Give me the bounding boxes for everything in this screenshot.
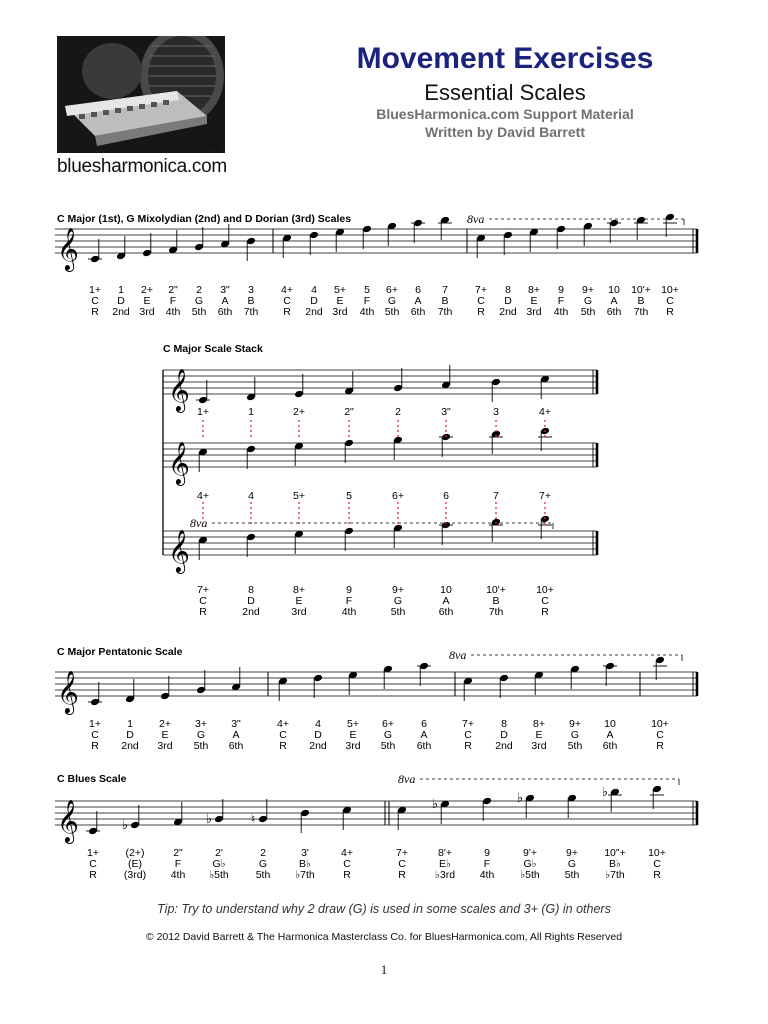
octave-mark: 8va xyxy=(449,648,467,662)
logo-text: bluesharmonica.com xyxy=(57,156,227,177)
major-modes-degree-label: R xyxy=(666,306,674,318)
major-modes-degree-label: R xyxy=(283,306,291,318)
blues-note-name: F xyxy=(174,858,182,870)
stack-hole-label: 1+ xyxy=(197,406,209,418)
stack-hole-label: 4+ xyxy=(197,490,209,502)
pentatonic-note-name: A xyxy=(420,729,428,741)
major-modes-degree-label: 5th xyxy=(384,306,400,318)
major-modes-note-name: E xyxy=(143,295,151,307)
major-modes-degree-label: 4th xyxy=(553,306,569,318)
stack-hole-label: 10+ xyxy=(536,584,554,596)
blues-degree-label: ♭7th xyxy=(295,869,315,881)
octave-mark: 8va xyxy=(398,772,416,786)
stack-hole-label: 2+ xyxy=(293,406,305,418)
pentatonic-hole-label: 2+ xyxy=(159,718,171,730)
major-modes-hole-label: 10+ xyxy=(661,284,679,296)
octave-mark: 8va xyxy=(467,212,485,226)
major-modes-note-name: D xyxy=(504,295,512,307)
flat-icon: ♭ xyxy=(121,818,129,833)
blues-hole-label: 3' xyxy=(301,847,309,859)
page-subtitle: Essential Scales xyxy=(424,80,586,105)
blues-note-name: G xyxy=(258,858,268,870)
blues-hole-label: 2" xyxy=(173,847,183,859)
page-title: Movement Exercises xyxy=(356,42,654,75)
staff-blues xyxy=(55,801,697,825)
pentatonic-degree-label: 3rd xyxy=(157,740,173,752)
pentatonic-hole-label: 6+ xyxy=(382,718,394,730)
major-modes-degree-label: 5th xyxy=(580,306,596,318)
stack-note-name: D xyxy=(247,595,255,607)
major-modes-degree-label: 5th xyxy=(191,306,207,318)
major-modes-hole-label: 7 xyxy=(442,284,448,296)
pentatonic-note-name: G xyxy=(570,729,580,741)
section-title-blues: C Blues Scale xyxy=(57,773,127,785)
major-modes-degree-label: 2nd xyxy=(499,306,517,318)
major-modes-degree-label: 7th xyxy=(437,306,453,318)
stack-hole-label: 2 xyxy=(395,406,401,418)
major-modes-note-name: G xyxy=(583,295,593,307)
treble-clef-icon: 𝄞 xyxy=(57,799,79,842)
major-modes-degree-label: 6th xyxy=(410,306,426,318)
pentatonic-hole-label: 4+ xyxy=(277,718,289,730)
pentatonic-hole-label: 3+ xyxy=(195,718,207,730)
blues-hole-label: 4+ xyxy=(341,847,353,859)
stack-degree-label: R xyxy=(541,606,549,618)
stack-degree-label: R xyxy=(199,606,207,618)
blues-hole-label: 8'+ xyxy=(438,847,452,859)
octave-mark: 8va xyxy=(190,516,208,530)
treble-clef-icon: 𝄞 xyxy=(57,670,79,713)
blues-hole-label: 9 xyxy=(484,847,490,859)
stack-note-name: F xyxy=(345,595,353,607)
blues-degree-label: 5th xyxy=(564,869,580,881)
pentatonic-note-name: C xyxy=(91,729,99,741)
major-modes-hole-label: 6+ xyxy=(386,284,398,296)
major-modes-hole-label: 4 xyxy=(311,284,317,296)
blues-degree-label: ♭5th xyxy=(209,869,229,881)
major-modes-hole-label: 9 xyxy=(558,284,564,296)
major-modes-hole-label: 8 xyxy=(505,284,511,296)
pentatonic-hole-label: 1+ xyxy=(89,718,101,730)
stack-hole-label: 10'+ xyxy=(486,584,506,596)
stack-hole-label: 7+ xyxy=(539,490,551,502)
pentatonic-degree-label: R xyxy=(656,740,664,752)
stack-hole-label: 3 xyxy=(493,406,499,418)
major-modes-degree-label: 3rd xyxy=(526,306,542,318)
blues-degree-label: 4th xyxy=(170,869,186,881)
major-modes-hole-label: 2+ xyxy=(141,284,153,296)
pentatonic-hole-label: 4 xyxy=(315,718,321,730)
pentatonic-note-name: A xyxy=(606,729,614,741)
pentatonic-note-name: C xyxy=(464,729,472,741)
major-modes-degree-label: R xyxy=(91,306,99,318)
stack-hole-label: 7+ xyxy=(197,584,209,596)
blues-hole-label: (2+) xyxy=(125,847,145,859)
stack-hole-label: 10 xyxy=(440,584,452,596)
stack-hole-label: 1 xyxy=(248,406,254,418)
stack-note-name: B xyxy=(492,595,500,607)
stack-hole-label: 2" xyxy=(344,406,354,418)
major-modes-degree-label: 7th xyxy=(633,306,649,318)
major-modes-degree-label: 6th xyxy=(217,306,233,318)
major-modes-degree-label: 3rd xyxy=(139,306,155,318)
major-modes-degree-label: 4th xyxy=(359,306,375,318)
major-modes-hole-label: 5 xyxy=(364,284,370,296)
pentatonic-degree-label: 5th xyxy=(380,740,396,752)
major-modes-note-name: B xyxy=(441,295,449,307)
flat-icon: ♭ xyxy=(601,785,609,800)
major-modes-hole-label: 1+ xyxy=(89,284,101,296)
staff-major-modes xyxy=(55,229,697,253)
pentatonic-hole-label: 10+ xyxy=(651,718,669,730)
major-modes-hole-label: 1 xyxy=(118,284,124,296)
natural-sign-icon: ♮ xyxy=(250,812,256,826)
major-modes-note-name: A xyxy=(221,295,229,307)
blues-note-name: F xyxy=(483,858,491,870)
blues-degree-label: R xyxy=(343,869,351,881)
staff-stack-row-1 xyxy=(163,370,597,394)
stack-hole-label: 7 xyxy=(493,490,499,502)
blues-degree-label: 4th xyxy=(479,869,495,881)
major-modes-note-name: G xyxy=(387,295,397,307)
staff-pentatonic xyxy=(55,672,697,696)
stack-note-name: G xyxy=(393,595,403,607)
stack-degree-label: 4th xyxy=(341,606,357,618)
blues-note-name: C xyxy=(89,858,97,870)
major-modes-hole-label: 7+ xyxy=(475,284,487,296)
pentatonic-degree-label: R xyxy=(464,740,472,752)
stack-hole-label: 3" xyxy=(441,406,451,418)
blues-degree-label: ♭3rd xyxy=(434,869,456,881)
major-modes-note-name: B xyxy=(637,295,645,307)
section-title-pentatonic: C Major Pentatonic Scale xyxy=(57,646,183,658)
pentatonic-degree-label: 6th xyxy=(602,740,618,752)
major-modes-note-name: C xyxy=(91,295,99,307)
section-title-major-modes: C Major (1st), G Mixolydian (2nd) and D Dorian (3rd) Scales xyxy=(57,213,352,225)
pentatonic-note-name: G xyxy=(383,729,393,741)
stack-hole-label: 6 xyxy=(443,490,449,502)
blues-note-name: G♭ xyxy=(212,858,226,870)
major-modes-hole-label: 9+ xyxy=(582,284,594,296)
major-modes-note-name: A xyxy=(610,295,618,307)
blues-degree-label: ♭7th xyxy=(605,869,625,881)
pentatonic-hole-label: 6 xyxy=(421,718,427,730)
blues-hole-label: 1+ xyxy=(87,847,99,859)
pentatonic-degree-label: R xyxy=(279,740,287,752)
major-modes-degree-label: 6th xyxy=(606,306,622,318)
blues-degree-label: R xyxy=(398,869,406,881)
stack-degree-label: 6th xyxy=(438,606,454,618)
major-modes-hole-label: 3 xyxy=(248,284,254,296)
stack-note-name: A xyxy=(442,595,450,607)
section-title-scale-stack: C Major Scale Stack xyxy=(163,343,263,355)
pentatonic-hole-label: 3" xyxy=(231,718,241,730)
pentatonic-note-name: D xyxy=(500,729,508,741)
stack-hole-label: 5 xyxy=(346,490,352,502)
blues-degree-label: ♭5th xyxy=(520,869,540,881)
stack-hole-label: 8+ xyxy=(293,584,305,596)
stack-hole-label: 9+ xyxy=(392,584,404,596)
pentatonic-hole-label: 8 xyxy=(501,718,507,730)
pentatonic-hole-label: 7+ xyxy=(462,718,474,730)
pentatonic-note-name: E xyxy=(535,729,543,741)
blues-degree-label: R xyxy=(653,869,661,881)
major-modes-note-name: F xyxy=(557,295,565,307)
pentatonic-note-name: C xyxy=(279,729,287,741)
pentatonic-degree-label: R xyxy=(91,740,99,752)
flat-icon: ♭ xyxy=(431,797,439,812)
blues-degree-label: (3rd) xyxy=(123,869,147,881)
major-modes-hole-label: 8+ xyxy=(528,284,540,296)
major-modes-hole-label: 2" xyxy=(168,284,178,296)
treble-clef-icon: 𝄞 xyxy=(168,529,190,572)
pentatonic-hole-label: 10 xyxy=(604,718,616,730)
blues-note-name: E♭ xyxy=(439,858,451,870)
major-modes-note-name: G xyxy=(194,295,204,307)
stack-note-name: E xyxy=(295,595,303,607)
major-modes-note-name: C xyxy=(283,295,291,307)
stack-hole-label: 9 xyxy=(346,584,352,596)
major-modes-hole-label: 10'+ xyxy=(631,284,651,296)
blues-hole-label: 2' xyxy=(215,847,223,859)
stack-note-name: C xyxy=(199,595,207,607)
blues-note-name: C xyxy=(398,858,406,870)
blues-note-name: G xyxy=(567,858,577,870)
staff-stack-row-3 xyxy=(163,531,597,555)
major-modes-note-name: E xyxy=(530,295,538,307)
blues-note-name: B♭ xyxy=(299,858,311,870)
pentatonic-note-name: D xyxy=(126,729,134,741)
pentatonic-degree-label: 2nd xyxy=(309,740,327,752)
major-modes-hole-label: 4+ xyxy=(281,284,293,296)
pentatonic-hole-label: 9+ xyxy=(569,718,581,730)
blues-hole-label: 9+ xyxy=(566,847,578,859)
stack-degree-label: 5th xyxy=(390,606,406,618)
pentatonic-degree-label: 5th xyxy=(193,740,209,752)
major-modes-note-name: C xyxy=(477,295,485,307)
major-modes-note-name: F xyxy=(169,295,177,307)
treble-clef-icon: 𝄞 xyxy=(168,441,190,484)
blues-note-name: B♭ xyxy=(609,858,621,870)
blues-degree-label: R xyxy=(89,869,97,881)
tip-text: Tip: Try to understand why 2 draw (G) is used in some scales and 3+ (G) in others xyxy=(157,902,611,916)
pentatonic-hole-label: 5+ xyxy=(347,718,359,730)
flat-icon: ♭ xyxy=(516,791,524,806)
pentatonic-note-name: E xyxy=(161,729,169,741)
support-line: BluesHarmonica.com Support Material xyxy=(376,106,634,122)
blues-hole-label: 10"+ xyxy=(604,847,626,859)
pentatonic-degree-label: 3rd xyxy=(531,740,547,752)
stack-degree-label: 2nd xyxy=(242,606,260,618)
major-modes-hole-label: 3" xyxy=(220,284,230,296)
major-modes-degree-label: 7th xyxy=(243,306,259,318)
stack-hole-label: 5+ xyxy=(293,490,305,502)
stack-hole-label: 6+ xyxy=(392,490,404,502)
major-modes-note-name: E xyxy=(336,295,344,307)
pentatonic-degree-label: 2nd xyxy=(495,740,513,752)
major-modes-hole-label: 5+ xyxy=(334,284,346,296)
pentatonic-note-name: A xyxy=(232,729,240,741)
blues-hole-label: 9'+ xyxy=(523,847,537,859)
author-line: Written by David Barrett xyxy=(425,124,585,140)
major-modes-degree-label: 3rd xyxy=(332,306,348,318)
stack-note-name: C xyxy=(541,595,549,607)
major-modes-note-name: F xyxy=(363,295,371,307)
blues-note-name: (E) xyxy=(128,858,142,870)
blues-degree-label: 5th xyxy=(255,869,271,881)
blues-note-name: G♭ xyxy=(523,858,537,870)
pentatonic-degree-label: 6th xyxy=(416,740,432,752)
major-modes-hole-label: 10 xyxy=(608,284,620,296)
treble-clef-icon: 𝄞 xyxy=(57,227,79,270)
major-modes-note-name: D xyxy=(310,295,318,307)
major-modes-hole-label: 6 xyxy=(415,284,421,296)
pentatonic-degree-label: 5th xyxy=(567,740,583,752)
stack-degree-label: 3rd xyxy=(291,606,307,618)
blues-note-name: C xyxy=(343,858,351,870)
blues-hole-label: 2 xyxy=(260,847,266,859)
trademark-mark: TM xyxy=(210,144,221,151)
major-modes-degree-label: R xyxy=(477,306,485,318)
pentatonic-note-name: C xyxy=(656,729,664,741)
stack-hole-label: 8 xyxy=(248,584,254,596)
stack-degree-label: 7th xyxy=(488,606,504,618)
blues-hole-label: 7+ xyxy=(396,847,408,859)
copyright-text: © 2012 David Barrett & The Harmonica Masterclass Co. for BluesHarmonica.com, All Rights Reserved xyxy=(145,931,623,943)
major-modes-note-name: B xyxy=(247,295,255,307)
page-number: 1 xyxy=(380,962,388,977)
major-modes-degree-label: 4th xyxy=(165,306,181,318)
pentatonic-degree-label: 6th xyxy=(228,740,244,752)
major-modes-degree-label: 2nd xyxy=(305,306,323,318)
major-modes-note-name: A xyxy=(414,295,422,307)
major-modes-hole-label: 2 xyxy=(196,284,202,296)
pentatonic-degree-label: 2nd xyxy=(121,740,139,752)
flat-icon: ♭ xyxy=(205,812,213,827)
pentatonic-hole-label: 8+ xyxy=(533,718,545,730)
major-modes-note-name: C xyxy=(666,295,674,307)
stack-hole-label: 4 xyxy=(248,490,254,502)
blues-hole-label: 10+ xyxy=(648,847,666,859)
treble-clef-icon: 𝄞 xyxy=(168,368,190,411)
pentatonic-degree-label: 3rd xyxy=(345,740,361,752)
blues-note-name: C xyxy=(653,858,661,870)
major-modes-degree-label: 2nd xyxy=(112,306,130,318)
pentatonic-note-name: D xyxy=(314,729,322,741)
pentatonic-note-name: E xyxy=(349,729,357,741)
stack-hole-label: 4+ xyxy=(539,406,551,418)
staff-stack-row-2 xyxy=(163,443,597,467)
pentatonic-hole-label: 1 xyxy=(127,718,133,730)
pentatonic-note-name: G xyxy=(196,729,206,741)
major-modes-note-name: D xyxy=(117,295,125,307)
